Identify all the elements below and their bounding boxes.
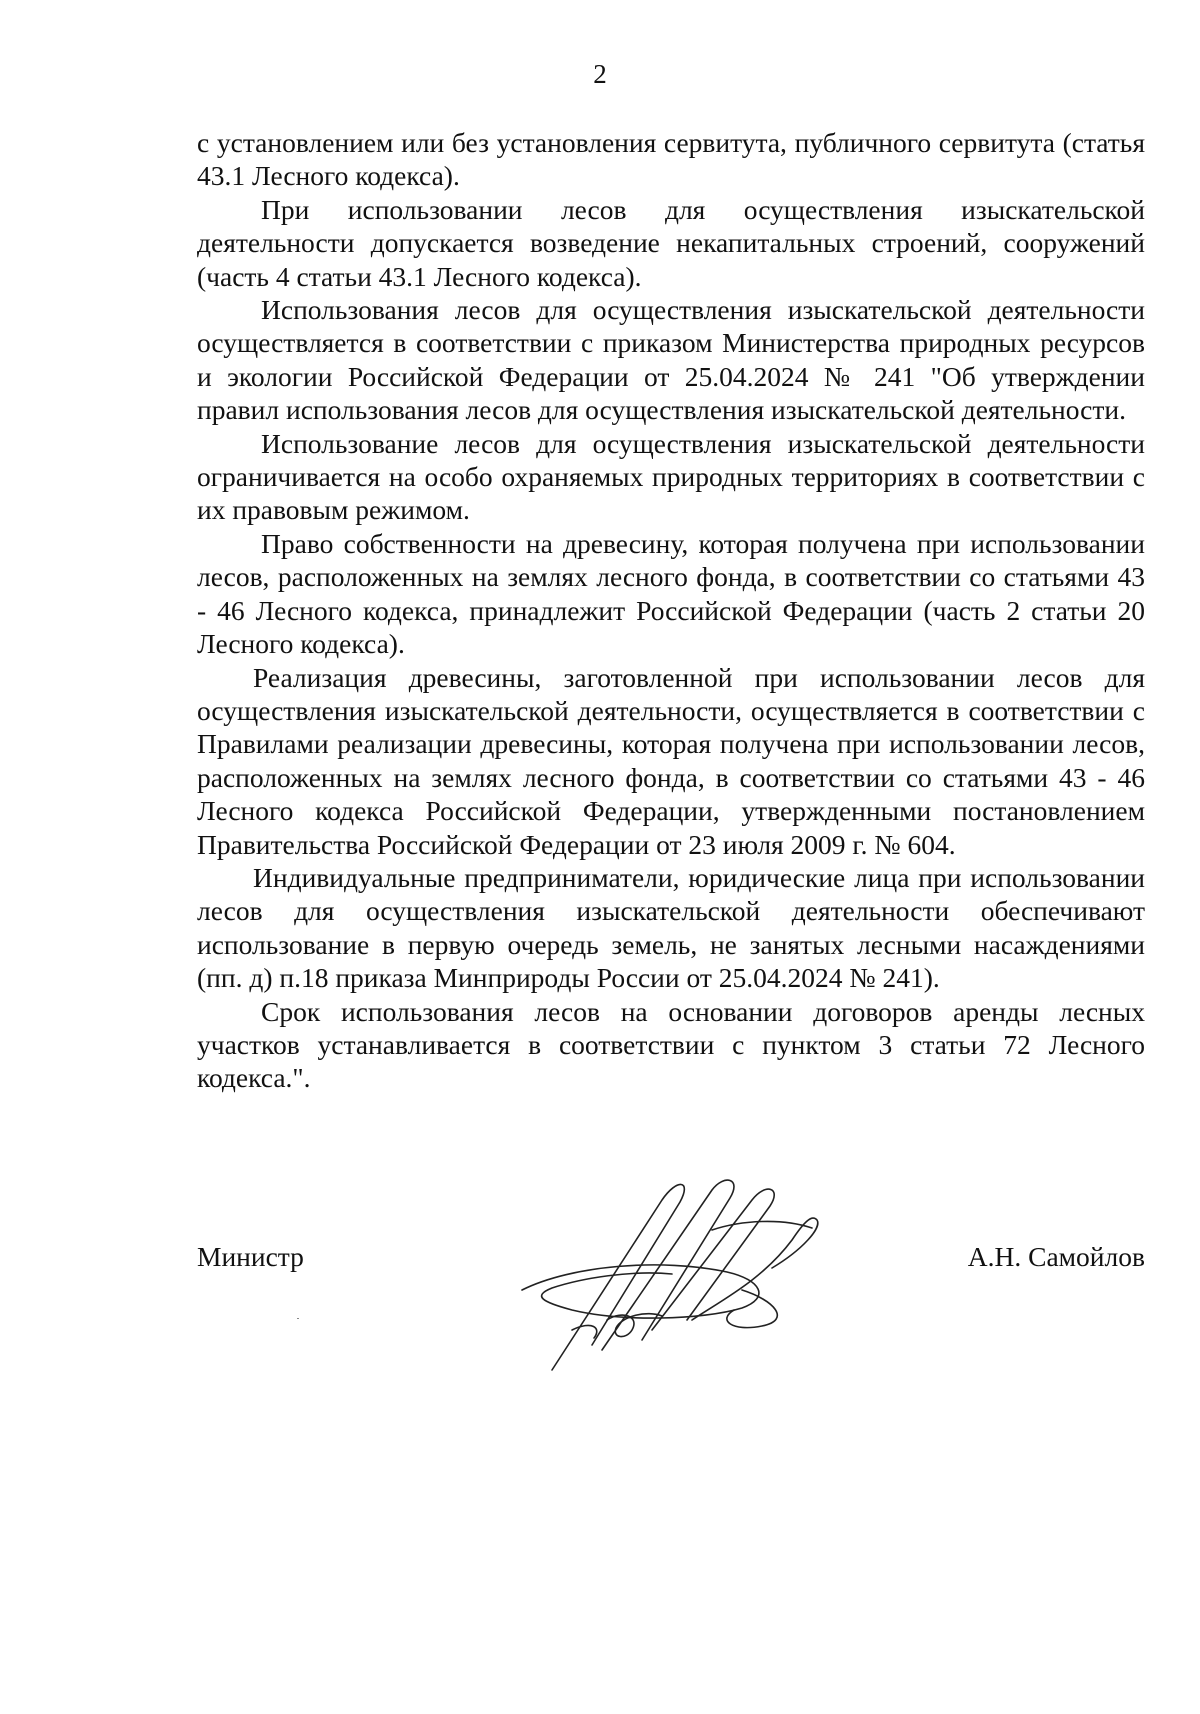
paragraph-lease-term: Срок использования лесов на основании договоров аренды лесных участков устанавливается в соответствии с пунктом 3 статьи 72 Лесного кодекса.".	[197, 995, 1145, 1094]
paragraph-protected-areas: Использование лесов для осуществления изыскательской деятельности ограничивается на особо охраняемых природных территориях в соответствии с их правовым режимом.	[197, 427, 1145, 526]
paragraph-ministry-order: Использования лесов для осуществления изыскательской деятельности осуществляется в соответствии с приказом Министерства природных ресурсов и экологии Российской Федерации от 25.04.2024 № 241 "Об утверждении правил использования лесов для осуществления изыскательской деятельности.	[197, 294, 1145, 426]
signature-block	[197, 1222, 1145, 1372]
paragraph-wood-sale: Реализация древесины, заготовленной при использовании лесов для осуществления изыскательской деятельности, осуществляется в соответствии с Правилами реализации древесины, которая получена при использовании лесов, расположенных на землях лесного фонда, в соответствии со статьями 43 - 46 Лесного кодекса Российской Федерации, утвержденными постановлением Правительства Российской Федерации от 23 июля 2009 г. № 604.	[197, 661, 1145, 860]
paragraph-land-priority: Индивидуальные предприниматели, юридические лица при использовании лесов для осуществления изыскательской деятельности обеспечивают использование в первую очередь земель, не занятых лесными насаждениями (пп. д) п.18 приказа Минприроды России от 25.04.2024 № 241).	[197, 861, 1145, 994]
paragraph-servitude: с установлением или без установления сервитута, публичного сервитута (статья 43.1 Лесного кодекса).	[197, 127, 1145, 192]
paragraph-wood-ownership: Право собственности на древесину, которая получена при использовании лесов, расположенных на землях лесного фонда, в соответствии со статьями 43 - 46 Лесного кодекса, принадлежит Российской Федерации (часть 2 статьи 20 Лесного кодекса).	[197, 527, 1145, 660]
document-body	[197, 126, 1145, 1095]
signatory-name: А.Н. Самойлов	[967, 1241, 1145, 1272]
paragraph-temporary-structures: При использовании лесов для осуществления изыскательской деятельности допускается возведение некапитальных строений, сооружений (часть 4 статьи 43.1 Лесного кодекса).	[197, 193, 1145, 292]
page-number: 2	[593, 59, 607, 89]
signatory-position: Министр	[197, 1241, 304, 1272]
scan-speck	[297, 1318, 299, 1319]
handwritten-signature	[512, 1170, 832, 1380]
